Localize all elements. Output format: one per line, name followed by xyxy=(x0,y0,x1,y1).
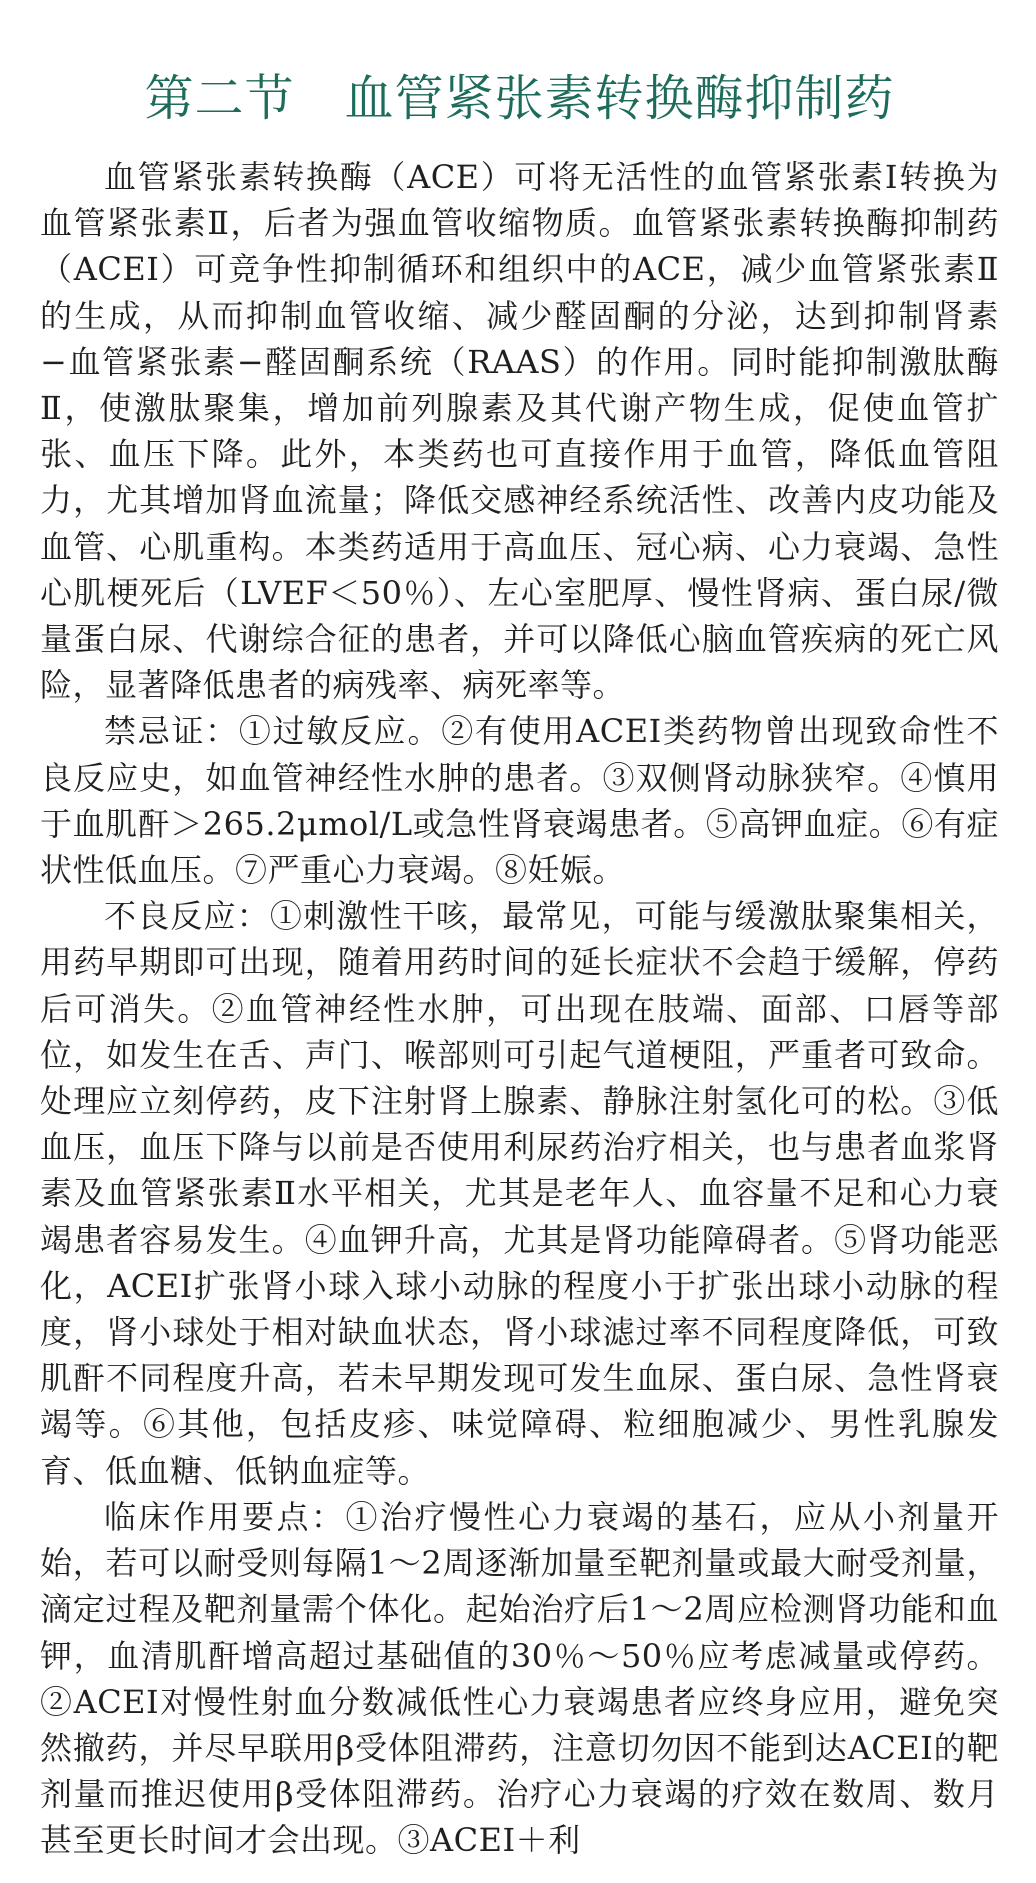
section-title: 第二节 血管紧张素转换酶抑制药 xyxy=(144,70,895,127)
paragraph-clinical-points: 临床作用要点：①治疗慢性心力衰竭的基石，应从小剂量开始，若可以耐受则每隔1～2周逐渐加量至靶剂量或最大耐受剂量，滴定过程及靶剂量需个体化。起始治疗后1～2周应检测肾功能和血钾，血清肌酐增高超过基础值的30％～50％应考虑减量或停药。②ACEI对慢性射血分数减低性心力衰竭患者应终身应用，避免突然撤药，并尽早联用β受体阻滞药，注意切勿因不能到达ACEI的靶剂量而推迟使用β受体阻滞药。治疗心力衰竭的疗效在数周、数月甚至更长时间才会出现。③ACEI＋利 xyxy=(40,1497,999,1860)
paragraph-contraindications: 禁忌证：①过敏反应。②有使用ACEI类药物曾出现致命性不良反应史，如血管神经性水肿的患者。③双侧肾动脉狭窄。④慎用于血肌酐＞265.2μmol/L或急性肾衰竭患者。⑤高钾血症。⑥有症状性低血压。⑦严重心力衰竭。⑧妊娠。 xyxy=(40,712,999,890)
paragraph-adverse-reactions: 不良反应：①刺激性干咳，最常见，可能与缓激肽聚集相关，用药早期即可出现，随着用药时间的延长症状不会趋于缓解，停药后可消失。②血管神经性水肿，可出现在肢端、面部、口唇等部位，如发生在舌、声门、喉部则可引起气道梗阻，严重者可致命。处理应立刻停药，皮下注射肾上腺素、静脉注射氢化可的松。③低血压，血压下降与以前是否使用利尿药治疗相关，也与患者血浆肾素及血管紧张素Ⅱ水平相关，尤其是老年人、血容量不足和心力衰竭患者容易发生。④血钾升高，尤其是肾功能障碍者。⑤肾功能恶化，ACEI扩张肾小球入球小动脉的程度小于扩张出球小动脉的程度，肾小球处于相对缺血状态，肾小球滤过率不同程度降低，可致肌酐不同程度升高，若未早期发现可发生血尿、蛋白尿、急性肾衰竭等。⑥其他，包括皮疹、味觉障碍、粒细胞减少、男性乳腺发育、低血糖、低钠血症等。 xyxy=(40,897,999,1490)
paragraph-overview: 血管紧张素转换酶（ACE）可将无活性的血管紧张素Ⅰ转换为血管紧张素Ⅱ，后者为强血管收缩物质。血管紧张素转换酶抑制药（ACEI）可竞争性抑制循环和组织中的ACE，减少血管紧张素Ⅱ的生成，从而抑制血管收缩、减少醛固酮的分泌，达到抑制肾素−血管紧张素−醛固酮系统（RAAS）的作用。同时能抑制激肽酶Ⅱ，使激肽聚集，增加前列腺素及其代谢产物生成，促使血管扩张、血压下降。此外，本类药也可直接作用于血管，降低血管阻力，尤其增加肾血流量；降低交感神经系统活性、改善内皮功能及血管、心肌重构。本类药适用于高血压、冠心病、心力衰竭、急性心肌梗死后（LVEF＜50％）、左心室肥厚、慢性肾病、蛋白尿/微量蛋白尿、代谢综合征的患者，并可以降低心脑血管疾病的死亡风险，显著降低患者的病残率、病死率等。 xyxy=(40,158,999,705)
